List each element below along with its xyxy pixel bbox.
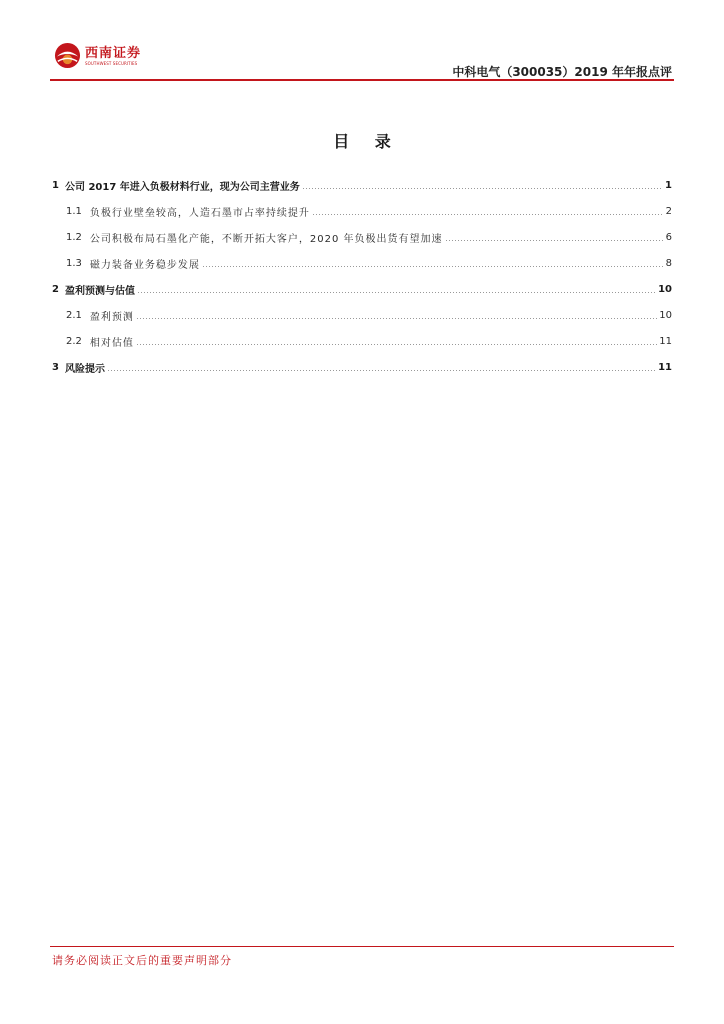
toc-entry-title: 盈利预测: [89, 311, 134, 323]
toc-entry[interactable]: [52, 276, 672, 302]
footer-divider: [50, 946, 674, 947]
toc-leader-dots: [302, 188, 663, 189]
toc-entry-number: 1.2: [66, 231, 82, 243]
table-of-contents: [52, 172, 672, 380]
toc-entry-page: 11: [659, 335, 672, 347]
toc-entry[interactable]: [52, 224, 672, 250]
toc-entry-title: 公司积极布局石墨化产能，不断开拓大客户，2020 年负极出货有望加速: [89, 233, 443, 245]
toc-leader-dots: [136, 318, 657, 319]
toc-leader-dots: [202, 266, 664, 267]
toc-entry-title: 盈利预测与估值: [64, 285, 135, 297]
toc-entry[interactable]: [52, 328, 672, 354]
toc-entry-number: 2: [52, 283, 59, 295]
toc-leader-dots: [107, 370, 656, 371]
toc-entry-page: 1: [665, 179, 672, 191]
toc-entry-number: 2.1: [66, 309, 82, 321]
report-title: 中科电气（300035）2019 年年报点评: [452, 65, 672, 79]
toc-entry-title: 负极行业壁垒较高，人造石墨市占率持续提升: [89, 207, 310, 219]
toc-entry-number: 2.2: [66, 335, 82, 347]
toc-entry-number: 1.1: [66, 205, 82, 217]
toc-entry[interactable]: [52, 354, 672, 380]
toc-leader-dots: [312, 214, 664, 215]
toc-heading: 目 录: [333, 132, 401, 151]
logo-english-name: SOUTHWEST SECURITIES: [85, 60, 138, 66]
header-divider: [50, 79, 674, 81]
toc-entry-page: 6: [665, 231, 672, 243]
toc-entry[interactable]: [52, 250, 672, 276]
toc-entry-page: 11: [658, 361, 672, 373]
toc-entry-page: 10: [659, 309, 672, 321]
toc-entry-page: 2: [665, 205, 672, 217]
toc-leader-dots: [445, 240, 664, 241]
toc-entry-number: 1.3: [66, 257, 82, 269]
toc-entry-number: 1: [52, 179, 59, 191]
toc-entry-page: 8: [665, 257, 672, 269]
toc-entry-title: 公司 2017 年进入负极材料行业，现为公司主营业务: [64, 181, 300, 193]
company-logo: [54, 42, 141, 69]
toc-entry-title: 风险提示: [64, 363, 105, 375]
footer-disclaimer-notice: 请务必阅读正文后的重要声明部分: [52, 954, 232, 967]
toc-entry[interactable]: [52, 198, 672, 224]
toc-entry-title: 磁力装备业务稳步发展: [89, 259, 200, 271]
toc-entry-number: 3: [52, 361, 59, 373]
toc-entry[interactable]: [52, 172, 672, 198]
logo-emblem-icon: [54, 42, 81, 69]
toc-entry-title: 相对估值: [89, 337, 134, 349]
toc-leader-dots: [137, 292, 656, 293]
toc-entry-page: 10: [658, 283, 672, 295]
toc-entry[interactable]: [52, 302, 672, 328]
toc-leader-dots: [136, 344, 657, 345]
logo-chinese-name: 西南证券: [85, 45, 142, 61]
